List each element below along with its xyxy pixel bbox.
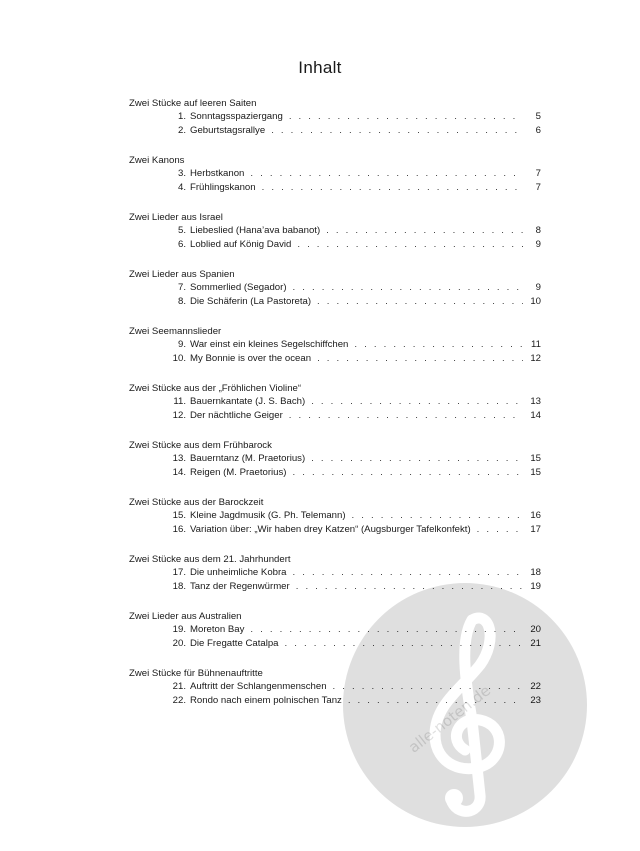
toc-entry xyxy=(129,238,541,252)
toc-entry-page: 5 xyxy=(535,111,541,122)
toc-group-title: Zwei Stücke aus dem 21. Jahrhundert xyxy=(129,554,291,565)
toc-entry xyxy=(129,566,541,580)
toc-group xyxy=(129,382,541,422)
toc-entry xyxy=(129,452,541,466)
toc-entry-page: 6 xyxy=(535,124,541,136)
toc-entry-title: Die Fregatte Catalpa xyxy=(190,637,279,649)
toc-entry-number: 22 . xyxy=(172,694,186,708)
toc-entry-number: 14 . xyxy=(172,466,186,480)
toc-entry-number: 4 . xyxy=(172,181,186,195)
toc-entry-title: War einst ein kleines Segelschiffchen xyxy=(190,339,349,350)
toc-entry-number: 10 . xyxy=(172,352,186,366)
toc-group xyxy=(129,496,541,536)
toc-entry-page: 9 xyxy=(535,238,541,250)
toc-group xyxy=(129,553,541,593)
toc-entry xyxy=(129,395,541,409)
dot-leader xyxy=(326,224,523,238)
toc-group-title: Zwei Lieder aus Israel xyxy=(129,212,223,223)
toc-entry-title: Variation über: „Wir haben drey Katzen“ (Augsburger Tafelkonfekt) xyxy=(190,523,471,535)
toc-entry-page: 19 xyxy=(530,580,541,592)
dot-leader xyxy=(477,523,523,537)
toc-entry xyxy=(129,295,541,309)
toc-entry xyxy=(129,338,541,352)
toc-group-title: Zwei Stücke aus dem Frühbarock xyxy=(129,440,272,451)
dot-leader xyxy=(285,637,523,651)
toc-entry xyxy=(129,623,541,637)
watermark-text: alle-noten.de xyxy=(404,681,495,757)
toc-entry xyxy=(129,637,541,651)
toc-group xyxy=(129,268,541,308)
toc-entry-page: 7 xyxy=(535,168,541,179)
toc-entry-number: 3 . xyxy=(172,167,186,181)
dot-leader xyxy=(262,181,523,195)
toc-group xyxy=(129,97,541,137)
toc-entry xyxy=(129,167,541,181)
toc-entry xyxy=(129,509,541,523)
toc-entry-number: 6 . xyxy=(172,238,186,252)
dot-leader xyxy=(271,124,523,138)
toc-entry xyxy=(129,352,541,366)
toc-entry-number: 11 . xyxy=(172,395,186,409)
toc-entry-number: 1 . xyxy=(172,110,186,124)
toc-entry-number: 7 . xyxy=(172,281,186,295)
toc-group-title: Zwei Stücke auf leeren Saiten xyxy=(129,98,257,109)
toc-entry-title: Sonntagsspaziergang xyxy=(190,111,283,122)
toc-entry-title: My Bonnie is over the ocean xyxy=(190,352,312,364)
toc-entry xyxy=(129,409,541,423)
toc-entry-page: 13 xyxy=(530,396,541,407)
toc-entry-number: 16 . xyxy=(172,523,186,537)
toc-entry-title: Bauerntanz (M. Praetorius) xyxy=(190,453,306,464)
dot-leader xyxy=(348,694,523,708)
toc-entry xyxy=(129,124,541,138)
dot-leader xyxy=(289,110,523,124)
toc-entry-title: Reigen (M. Praetorius) xyxy=(190,466,287,478)
toc-entry-number: 17 . xyxy=(172,566,186,580)
toc-entry xyxy=(129,224,541,238)
toc-group-title: Zwei Stücke aus der „Fröhlichen Violine“ xyxy=(129,383,302,394)
toc-group-title: Zwei Stücke aus der Barockzeit xyxy=(129,497,264,508)
dot-leader xyxy=(333,680,523,694)
toc-group xyxy=(129,610,541,650)
toc-entry-page: 12 xyxy=(530,352,541,364)
toc-entry-page: 11 xyxy=(531,339,541,350)
toc-entry-title: Bauernkantate (J. S. Bach) xyxy=(190,396,306,407)
toc-entry-page: 23 xyxy=(530,694,541,706)
dot-leader xyxy=(354,338,523,352)
table-of-contents xyxy=(129,97,541,724)
dot-leader xyxy=(293,566,523,580)
toc-entry-page: 22 xyxy=(530,681,541,692)
toc-group xyxy=(129,154,541,194)
toc-entry-title: Die Schäferin (La Pastoreta) xyxy=(190,295,312,307)
dot-leader xyxy=(352,509,523,523)
toc-entry-number: 8 . xyxy=(172,295,186,309)
toc-group-title: Zwei Lieder aus Spanien xyxy=(129,269,235,280)
toc-entry-title: Herbstkanon xyxy=(190,168,245,179)
toc-entry xyxy=(129,523,541,537)
toc-entry xyxy=(129,181,541,195)
toc-entry-number: 2 . xyxy=(172,124,186,138)
toc-entry-number: 12 . xyxy=(172,409,186,423)
dot-leader xyxy=(289,409,523,423)
toc-entry-page: 21 xyxy=(530,637,541,649)
toc-entry-page: 17 xyxy=(530,523,541,535)
toc-entry-page: 15 xyxy=(530,453,541,464)
toc-entry-number: 5 . xyxy=(172,224,186,238)
page-title: Inhalt xyxy=(298,58,342,77)
dot-leader xyxy=(311,452,523,466)
toc-entry-title: Frühlingskanon xyxy=(190,181,256,193)
dot-leader xyxy=(317,295,523,309)
toc-entry-number: 19 . xyxy=(172,623,186,637)
toc-entry-page: 7 xyxy=(535,181,541,193)
toc-entry-title: Liebeslied (Hana’ava babanot) xyxy=(190,225,321,236)
toc-entry-title: Geburtstagsrallye xyxy=(190,124,266,136)
toc-entry xyxy=(129,281,541,295)
toc-group-title: Zwei Seemannslieder xyxy=(129,326,222,337)
dot-leader xyxy=(296,580,523,594)
toc-group-title: Zwei Stücke für Bühnenauftritte xyxy=(129,668,263,679)
toc-entry-page: 10 xyxy=(530,295,541,307)
toc-entry-page: 20 xyxy=(530,624,541,635)
toc-entry-title: Der nächtliche Geiger xyxy=(190,409,283,421)
toc-entry-number: 15 . xyxy=(172,509,186,523)
toc-entry-title: Tanz der Regenwürmer xyxy=(190,580,290,592)
toc-entry-page: 9 xyxy=(535,282,541,293)
toc-entry-title: Sommerlied (Segador) xyxy=(190,282,287,293)
toc-entry-number: 13 . xyxy=(172,452,186,466)
dot-leader xyxy=(250,623,523,637)
toc-group-title: Zwei Lieder aus Australien xyxy=(129,611,242,622)
dot-leader xyxy=(250,167,523,181)
toc-entry-title: Die unheimliche Kobra xyxy=(190,567,287,578)
toc-entry-page: 15 xyxy=(530,466,541,478)
dot-leader xyxy=(293,281,523,295)
toc-entry-page: 16 xyxy=(530,510,541,521)
toc-entry-number: 18 . xyxy=(172,580,186,594)
toc-entry-page: 14 xyxy=(530,409,541,421)
toc-group xyxy=(129,211,541,251)
toc-entry-number: 21 . xyxy=(172,680,186,694)
toc-entry-title: Moreton Bay xyxy=(190,624,245,635)
dot-leader xyxy=(311,395,523,409)
toc-entry-page: 18 xyxy=(530,567,541,578)
toc-group xyxy=(129,439,541,479)
toc-entry xyxy=(129,580,541,594)
toc-group xyxy=(129,325,541,365)
toc-entry-title: Loblied auf König David xyxy=(190,238,292,250)
toc-entry xyxy=(129,466,541,480)
toc-entry-title: Auftritt der Schlangenmenschen xyxy=(190,681,327,692)
toc-entry-title: Rondo nach einem polnischen Tanz xyxy=(190,694,342,706)
toc-entry-title: Kleine Jagdmusik (G. Ph. Telemann) xyxy=(190,510,346,521)
toc-entry-number: 9 . xyxy=(172,338,186,352)
toc-entry xyxy=(129,110,541,124)
toc-entry-page: 8 xyxy=(535,225,541,236)
dot-leader xyxy=(297,238,523,252)
toc-group-title: Zwei Kanons xyxy=(129,155,185,166)
dot-leader xyxy=(317,352,523,366)
toc-entry-number: 20 . xyxy=(172,637,186,651)
dot-leader xyxy=(293,466,523,480)
